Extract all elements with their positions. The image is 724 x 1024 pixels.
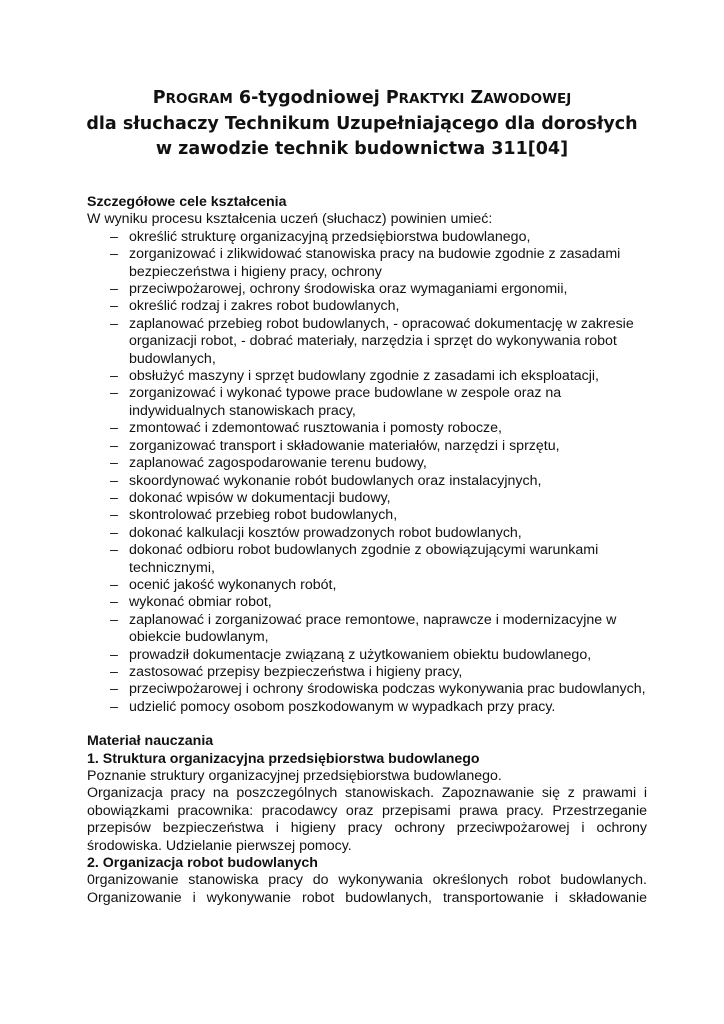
section-1-paragraph-1: Poznanie struktury organizacyjnej przedsiębiorstwa budowlanego. (87, 768, 502, 784)
goal-item (87, 385, 647, 420)
title-line-3: w zawodzie technik budownictwa 311[04] (155, 139, 569, 159)
dash-bullet: – (110, 542, 118, 559)
goal-item (87, 525, 647, 542)
dash-bullet: – (110, 663, 118, 680)
goal-item-text: skontrolować przebieg robot budowlanych, (129, 507, 398, 524)
goal-item (87, 577, 647, 594)
dash-bullet: – (110, 472, 118, 489)
goal-item (87, 316, 647, 368)
title-line-2: dla słuchaczy Technikum Uzupełniającego dla dorosłych (86, 114, 638, 134)
dash-bullet: – (110, 681, 118, 698)
goal-item-text: zorganizować i zlikwidować stanowiska pracy na budowie zgodnie z zasadami bezpieczeństwa i higieny pracy, ochrony (129, 246, 621, 280)
goal-item-text: udzielić pomocy osobom poszkodowanym w wypadkach przy pracy. (129, 698, 556, 715)
goal-item-text: ocenić jakość wykonanych robót, (129, 576, 337, 593)
section-2-heading: 2. Organizacja robot budowlanych (87, 855, 318, 872)
goal-item (87, 246, 647, 281)
goal-item-text: wykonać obmiar robot, (129, 594, 272, 611)
goal-item (87, 664, 647, 681)
document-title (60, 86, 664, 162)
goal-item-text: obsłużyć maszyny i sprzęt budowlany zgodnie z zasadami ich eksploatacji, (129, 368, 599, 385)
goal-item-text: określić rodzaj i zakres robot budowlanych, (129, 298, 400, 315)
dash-bullet: – (110, 228, 118, 245)
dash-bullet: – (110, 385, 118, 402)
dash-bullet: – (110, 281, 118, 298)
dash-bullet: – (110, 315, 118, 332)
goal-item (87, 473, 647, 490)
goal-item (87, 699, 647, 716)
goal-item-text: przeciwpożarowej, ochrony środowiska oraz wymaganiami ergonomii, (129, 281, 568, 298)
dash-bullet: – (110, 420, 118, 437)
dash-bullet: – (110, 489, 118, 506)
goal-item (87, 420, 647, 437)
section-1-heading: 1. Struktura organizacyjna przedsiębiorstwa budowlanego (87, 750, 480, 767)
goals-list (87, 229, 647, 716)
goal-item (87, 490, 647, 507)
goal-item-text: zastosować przepisy bezpieczeństwa i higieny pracy, (129, 663, 463, 680)
dash-bullet: – (110, 298, 118, 315)
document-body (87, 194, 647, 907)
goal-item (87, 507, 647, 524)
dash-bullet: – (110, 455, 118, 472)
goal-item-text: zmontować i zdemontować rusztowania i pomosty robocze, (129, 420, 502, 437)
goal-item-text: dokonać kalkulacji kosztów prowadzonych robot budowlanych, (129, 524, 522, 541)
dash-bullet: – (110, 368, 118, 385)
section-2-paragraph-1: 0rganizowanie stanowiska pracy do wykonywania określonych robot budowlanych. Organizowanie i wykonywanie robot budowlanych, transportowanie i składowanie (87, 872, 647, 906)
goal-item-text: zaplanować zagospodarowanie terenu budowy, (129, 455, 427, 472)
goal-item-text: skoordynować wykonanie robót budowlanych oraz instalacyjnych, (129, 472, 542, 489)
dash-bullet: – (110, 507, 118, 524)
goal-item (87, 281, 647, 298)
goal-item-text: zorganizować transport i składowanie materiałów, narzędzi i sprzętu, (129, 437, 560, 454)
dash-bullet: – (110, 437, 118, 454)
title-line-1: PROGRAM 6-tygodniowej PRAKTYKI ZAWODOWEJ (152, 88, 572, 108)
goal-item-text: prowadził dokumentacje związaną z użytkowaniem obiektu budowlanego, (129, 646, 592, 663)
goal-item-text: zorganizować i wykonać typowe prace budowlane w zespole oraz na indywidualnych stanowiskach pracy, (129, 385, 562, 419)
dash-bullet: – (110, 594, 118, 611)
goal-item (87, 368, 647, 385)
goal-item-text: zaplanować przebieg robot budowlanych, - opracować dokumentację w zakresie organizacji robot, - dobrać materiały, narzędzia i sprzęt do wykonywania robot budowlanych, (129, 315, 634, 367)
material-heading: Materiał nauczania (87, 733, 214, 750)
dash-bullet: – (110, 524, 118, 541)
dash-bullet: – (110, 246, 118, 263)
goal-item (87, 594, 647, 611)
goals-heading: Szczegółowe cele kształcenia (87, 194, 287, 210)
goals-intro: W wyniku procesu kształcenia uczeń (słuchacz) powinien umieć: (87, 211, 493, 228)
goal-item-text: przeciwpożarowej i ochrony środowiska podczas wykonywania prac budowlanych, (129, 681, 646, 698)
goal-item (87, 298, 647, 315)
goal-item-text: zaplanować i zorganizować prace remontowe, naprawcze i modernizacyjne w obiekcie budowlanym, (129, 611, 617, 646)
goal-item (87, 681, 647, 698)
goal-item (87, 455, 647, 472)
dash-bullet: – (110, 646, 118, 663)
goal-item (87, 229, 647, 246)
spacer (87, 716, 647, 733)
goal-item (87, 647, 647, 664)
dash-bullet: – (110, 698, 118, 715)
goal-item (87, 542, 647, 577)
dash-bullet: – (110, 576, 118, 593)
goal-item-text: dokonać wpisów w dokumentacji budowy, (129, 489, 391, 506)
dash-bullet: – (110, 611, 118, 628)
goal-item-text: określić strukturę organizacyjną przedsiębiorstwa budowlanego, (129, 228, 531, 245)
goal-item (87, 612, 647, 647)
goal-item (87, 438, 647, 455)
goal-item-text: dokonać odbioru robot budowlanych zgodnie z obowiązującymi warunkami technicznymi, (129, 542, 599, 576)
section-1-paragraph-2: Organizacja pracy na poszczególnych stanowiskach. Zapoznawanie się z prawami i obowiązkami pracownika: pracodawcy oraz przepisami prawa pracy. Przestrzeganie przepisów bezpieczeństwa i higieny pracy ochrony przeciwpożarowej i ochrony środowiska. Udzielanie pierwszej pomocy. (87, 785, 647, 854)
